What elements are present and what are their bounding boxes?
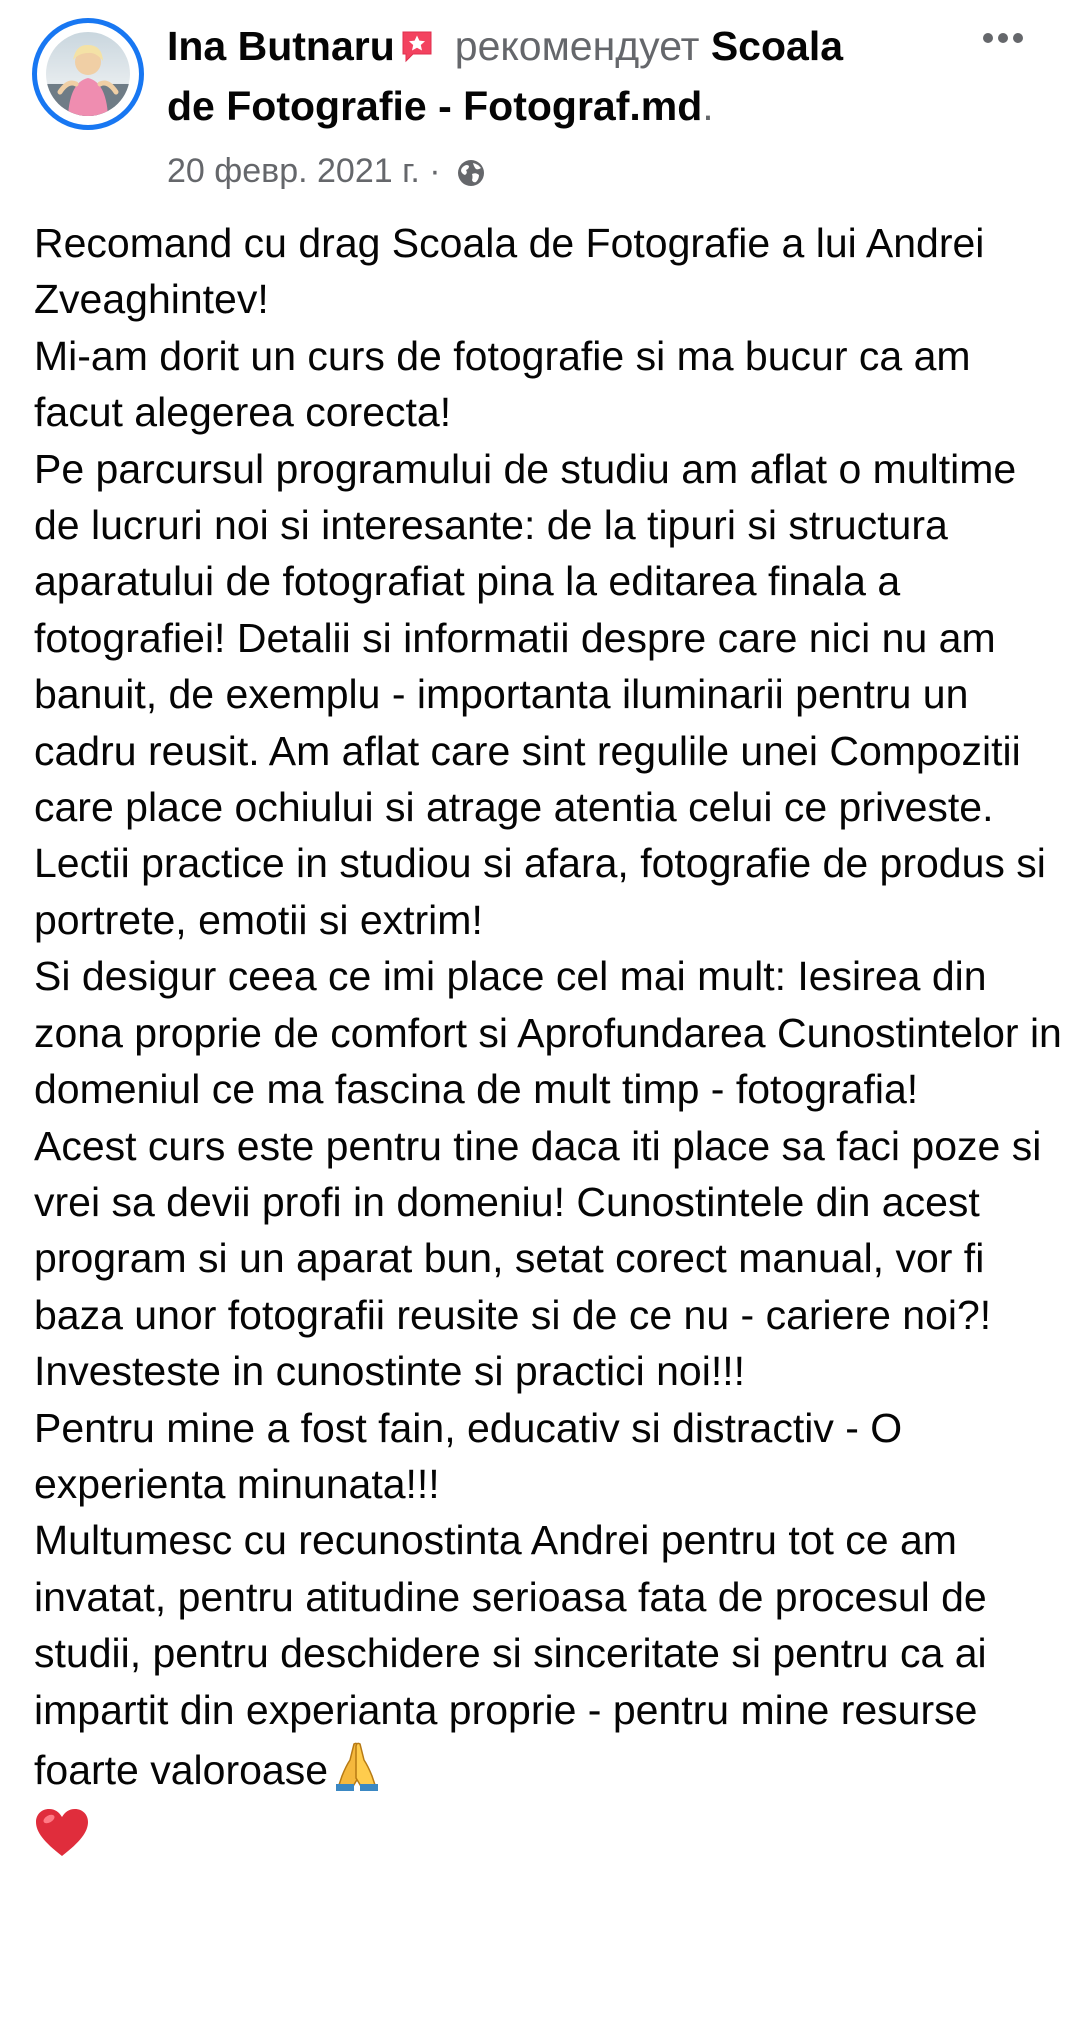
more-options-button[interactable] [978, 24, 1038, 60]
post-header [32, 18, 1048, 190]
paragraph-7 [34, 1512, 1064, 1806]
more-options-icon [978, 24, 1038, 60]
post-meta [167, 146, 967, 202]
trailing-period: . [702, 83, 714, 129]
page-name-part-2[interactable]: de Fotografie - Fotograf.md [167, 83, 703, 129]
meta-separator: · [429, 152, 441, 190]
paragraph-3: Pe parcursul programului de studiu am aflat o multime de lucruri noi si interesante: de la tipuri si structura aparatului de fotografiat pina la editarea finala a fotografiei! Detalii si informatii despre care nici nu am banuit, de exemplu - importanta iluminarii pentru un cadru reusit. Am aflat care sint regulile unei Compozitii care place ochiului si atrage atentia celui ce priveste. Lectii practice in studiou si afara, fotografie de produs si portrete, emotii si extrim! [34, 445, 1046, 943]
avatar-photo [46, 32, 130, 116]
header-line-1 [167, 18, 967, 78]
header-text [167, 18, 967, 202]
paragraph-1: Recomand cu drag Scoala de Fotografie a lui Andrei Zveaghintev! [34, 220, 985, 323]
post-date[interactable]: 20 февр. 2021 г. [167, 152, 420, 190]
header-line-2 [167, 78, 967, 134]
paragraph-6: Pentru mine a fost fain, educativ si distractiv - O experienta minunata!!! [34, 1404, 903, 1507]
paragraph-2: Mi-am dorit un curs de fotografie si ma bucur ca am facut alegerea corecta! [34, 332, 971, 436]
heart-icon [34, 1823, 90, 1869]
paragraph-7-text: Multumesc cu recunostinta Andrei pentru tot ce am invatat, pentru atitudine serioasa fata de procesul de studii, pentru deschidere si sinceritate si pentru ca ai impartit din experianta proprie - pentru mine resurse foarte valoroase [34, 1517, 987, 1793]
heart-line [34, 1806, 1064, 1866]
paragraph-4: Si desigur ceea ce imi place cel mai mult: Iesirea din zona proprie de comfort si Aprofundarea Cunostintelor in domeniul ce ma fascina de mult timp - fotografia! [34, 953, 1062, 1113]
paragraph-5: Acest curs este pentru tine daca iti place sa faci poze si vrei sa devii profi in domeniu! Cunostintele din acest program si un aparat bun, setat corect manual, vor fi baza unor fotografii reusite si de ce nu - cariere noi?! Investeste in cunostinte si practici noi!!! [34, 1122, 1042, 1395]
folded-hands-icon [330, 1738, 384, 1806]
recommendation-icon [399, 22, 435, 78]
author-name[interactable]: Ina Butnaru [167, 23, 395, 69]
page-name-part-1[interactable]: Scoala [710, 23, 844, 69]
globe-icon[interactable] [456, 152, 486, 202]
post-body [34, 215, 1064, 1866]
author-avatar[interactable] [32, 18, 144, 130]
action-text: рекомендует [454, 23, 700, 69]
